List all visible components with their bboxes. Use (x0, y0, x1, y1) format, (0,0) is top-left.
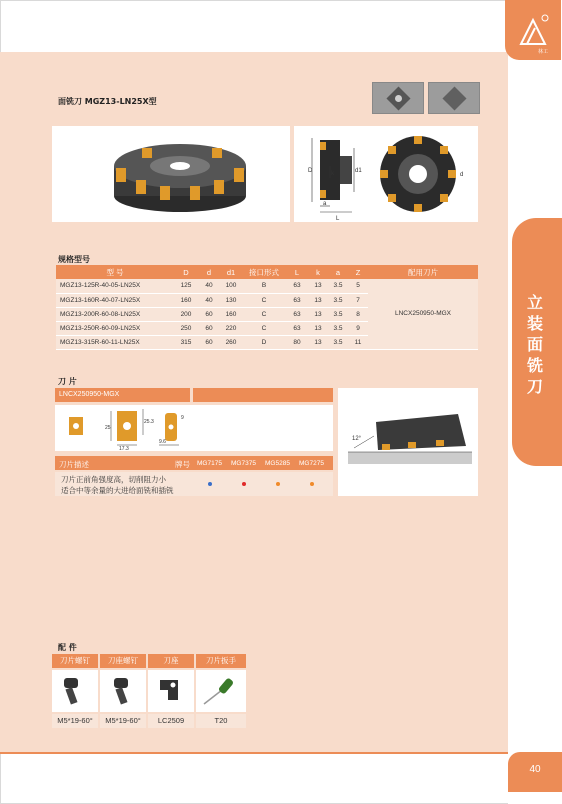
dim-h2: 25.3 (144, 419, 154, 425)
spec-cell: D (242, 335, 286, 349)
dimension-drawing (294, 126, 478, 222)
spec-cell: 40 (198, 293, 220, 307)
spec-cell: 13 (308, 307, 328, 321)
logo-text: 林工 (538, 49, 549, 55)
spec-heading: 规格型号 (58, 255, 90, 264)
spec-cell: C (242, 293, 286, 307)
brand-logo (505, 0, 561, 60)
wrench-icon (196, 670, 246, 712)
spec-cell: 250 (174, 321, 198, 335)
label-a: a (323, 201, 327, 207)
spec-cell: 3.5 (328, 293, 348, 307)
grade-1: MG7175 (197, 460, 222, 467)
acc-value-1: M5*19-60° (52, 714, 98, 728)
logo-icon (505, 0, 561, 60)
desc-line-2: 适合中等余量的大进给面铣和插铣 (61, 486, 174, 495)
col-Z: Z (348, 265, 368, 279)
spec-cell: 220 (220, 321, 242, 335)
dim-h: 25 (105, 425, 111, 431)
acc-value-2: M5*19-60° (100, 714, 146, 728)
spec-cell: 3.5 (328, 335, 348, 349)
spec-cell: 8 (348, 307, 368, 321)
col-insert: 配用刀片 (368, 265, 478, 279)
spec-cell: 13 (308, 335, 328, 349)
dim-w: 17.3 (119, 446, 129, 451)
spec-cell: 11 (348, 335, 368, 349)
label-d1: d1 (355, 168, 362, 174)
blade-header-blank (193, 388, 333, 402)
page-number: 40 (529, 764, 541, 775)
col-interface: 接口形式 (242, 265, 286, 279)
spec-cell: 63 (286, 293, 308, 307)
screw-icon (52, 670, 98, 712)
spec-cell: 40 (198, 279, 220, 293)
spec-header-row (56, 265, 478, 279)
spec-cell: 63 (286, 307, 308, 321)
lead-angle: 12° (352, 436, 362, 442)
spec-cell: 130 (220, 293, 242, 307)
label-d-right: d (460, 172, 464, 178)
grade-4: MG7275 (299, 460, 324, 467)
grade-dot-2 (242, 482, 246, 486)
desc-line-1: 刀片正前角强度高，切削阻力小 (61, 475, 166, 484)
spec-cell: MGZ13-125R-40-05-LN25X (56, 279, 174, 293)
technical-drawing-icon (294, 126, 478, 222)
grade-label: 牌号 (175, 460, 190, 469)
spec-row (56, 279, 478, 293)
grade-body (55, 472, 333, 496)
acc-image-4 (196, 670, 246, 712)
spec-cell: 3.5 (328, 321, 348, 335)
spec-cell: MGZ13-315R-60-11-LN25X (56, 335, 174, 349)
spec-cell: 200 (174, 307, 198, 321)
spec-cell: 100 (220, 279, 242, 293)
spec-cell: 60 (198, 307, 220, 321)
spec-cell: MGZ13-200R-60-08-LN25X (56, 307, 174, 321)
acc-image-1 (52, 670, 98, 712)
spec-cell: 60 (198, 321, 220, 335)
insert-thumbnail-holed (372, 82, 424, 114)
grade-dot-4 (310, 482, 314, 486)
col-model: 型 号 (56, 265, 174, 279)
application-drawing (338, 388, 478, 496)
label-L: L (336, 216, 340, 222)
acc-value-4: T20 (196, 714, 246, 728)
spec-cell: MGZ13-250R-60-09-LN25X (56, 321, 174, 335)
spec-cell: 160 (220, 307, 242, 321)
grade-dot-3 (276, 482, 280, 486)
blade-name: LNCX250950-MGX (55, 388, 190, 402)
spec-cell: 125 (174, 279, 198, 293)
acc-label-3: 刀座 (148, 654, 194, 668)
grade-2: MG7375 (231, 460, 256, 467)
blade-drawing (55, 405, 333, 451)
spec-cell: 63 (286, 279, 308, 293)
spec-table (56, 265, 478, 350)
spec-cell: 9 (348, 321, 368, 335)
spec-cell: MGZ13-160R-40-07-LN25X (56, 293, 174, 307)
grade-dot-1 (208, 482, 212, 486)
page-title: 面铣刀 MGZ13-LN25X型 (58, 97, 157, 106)
insert-thumbnail-solid (428, 82, 480, 114)
col-L: L (286, 265, 308, 279)
blade-heading: 刀 片 (58, 377, 77, 386)
dim-t: 9.6 (159, 439, 166, 445)
spec-cell: 260 (220, 335, 242, 349)
spec-cell: 13 (308, 321, 328, 335)
acc-image-3 (148, 670, 194, 712)
insert-drawing-icon (55, 405, 333, 451)
col-k: k (308, 265, 328, 279)
spec-cell: 63 (286, 321, 308, 335)
acc-label-1: 刀片螺钉 (52, 654, 98, 668)
spec-cell: C (242, 321, 286, 335)
col-d: d (198, 265, 220, 279)
col-D: D (174, 265, 198, 279)
dim-s: 9 (181, 415, 184, 421)
spec-cell: 5 (348, 279, 368, 293)
spec-cell: 160 (174, 293, 198, 307)
cutter-photo (52, 126, 290, 222)
spec-cell: 7 (348, 293, 368, 307)
spec-cell: 13 (308, 293, 328, 307)
label-k: k (331, 171, 334, 177)
col-d1: d1 (220, 265, 242, 279)
spec-cell: 80 (286, 335, 308, 349)
acc-image-2 (100, 670, 146, 712)
screw-icon (100, 670, 146, 712)
col-a: a (328, 265, 348, 279)
spec-cell: 315 (174, 335, 198, 349)
category-tab-text: 立 装 面 铣 刀 (526, 293, 543, 396)
grade-3: MG5285 (265, 460, 290, 467)
acc-value-3: LC2509 (148, 714, 194, 728)
desc-label: 刀片描述 (59, 460, 89, 469)
spec-insert-cell: LNCX250950-MGX (368, 279, 478, 349)
spec-cell: 3.5 (328, 307, 348, 321)
acc-label-4: 刀片扳手 (196, 654, 246, 668)
acc-label-2: 刀座螺钉 (100, 654, 146, 668)
label-D: D (308, 168, 313, 174)
spec-cell: C (242, 307, 286, 321)
face-mill-icon (52, 126, 290, 222)
spec-cell: 3.5 (328, 279, 348, 293)
accessories-heading: 配 件 (58, 643, 77, 652)
milling-operation-icon (338, 388, 478, 496)
footer-line (0, 752, 508, 754)
spec-cell: 13 (308, 279, 328, 293)
spec-cell: B (242, 279, 286, 293)
grade-header (55, 456, 333, 470)
spec-cell: 60 (198, 335, 220, 349)
seat-icon (148, 670, 194, 712)
